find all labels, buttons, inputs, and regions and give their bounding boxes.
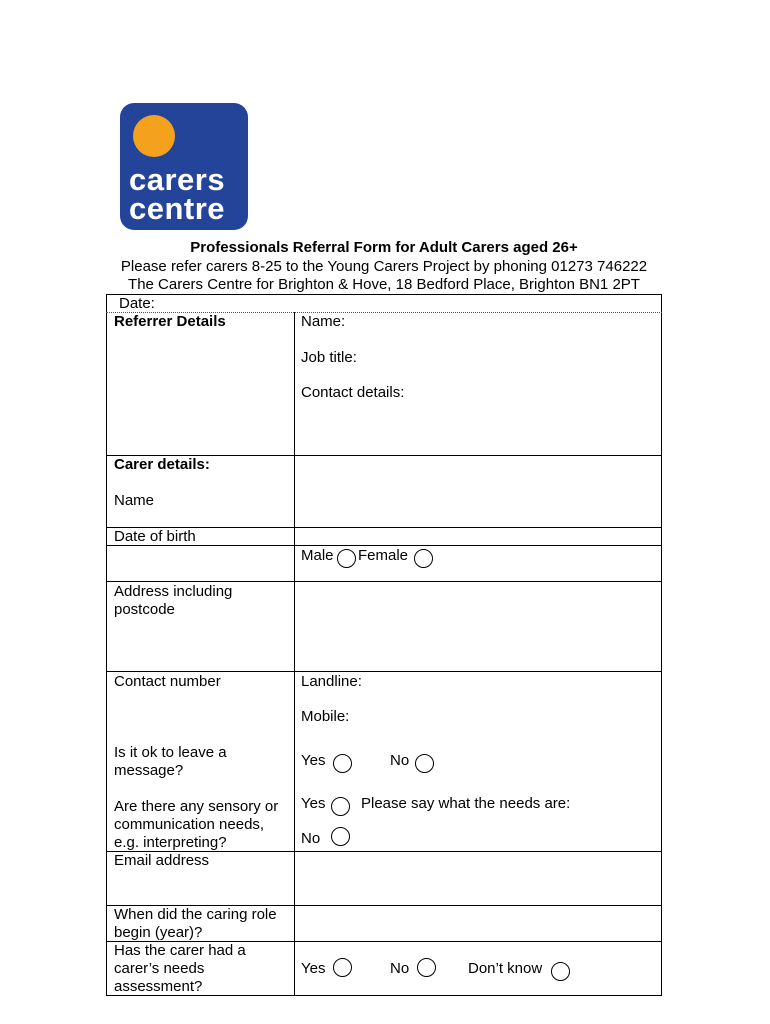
female-label: Female	[358, 547, 409, 564]
date-of-birth-label: Date of birth	[114, 528, 196, 545]
referrer-contact-details-label: Contact details:	[301, 384, 405, 401]
assessment-label-line1: Has the carer had a	[114, 942, 246, 959]
address-label-line2: postcode	[114, 601, 175, 618]
sensory-no-radio[interactable]	[331, 827, 350, 846]
sensory-yes-radio[interactable]	[331, 797, 350, 816]
assessment-no-label: No	[390, 960, 410, 977]
mobile-label: Mobile:	[301, 708, 350, 725]
assessment-dont-know-label: Don’t know	[468, 960, 543, 977]
sensory-yes-label: Yes	[301, 795, 326, 812]
contact-number-label: Contact number	[114, 673, 221, 690]
leave-message-label-line2: message?	[114, 762, 184, 779]
sensory-no-label: No	[301, 830, 321, 847]
assessment-label-line3: assessment?	[114, 978, 203, 995]
assessment-no-radio[interactable]	[417, 958, 436, 977]
logo-word-centre: centre	[129, 191, 226, 226]
female-radio[interactable]	[414, 549, 433, 568]
landline-label: Landline:	[301, 673, 362, 690]
email-address-label: Email address	[114, 852, 210, 869]
assessment-label-line2: carer’s needs	[114, 960, 205, 977]
carer-name-label: Name	[114, 492, 155, 509]
sensory-needs-label-line3: e.g. interpreting?	[114, 834, 227, 851]
sensory-needs-label-line2: communication needs,	[114, 816, 265, 833]
assessment-dont-know-radio[interactable]	[551, 962, 570, 981]
male-radio[interactable]	[337, 549, 356, 568]
caring-role-label-line1: When did the caring role	[114, 906, 277, 923]
form-title: Professionals Referral Form for Adult Carers aged 26+	[190, 239, 578, 256]
assessment-yes-label: Yes	[301, 960, 326, 977]
leave-message-yes-label: Yes	[301, 752, 326, 769]
caring-role-label-line2: begin (year)?	[114, 924, 203, 941]
logo-word-carers: carers	[129, 162, 226, 197]
date-label: Date:	[119, 295, 155, 312]
carer-details-heading: Carer details:	[114, 456, 210, 473]
leave-message-no-radio[interactable]	[415, 754, 434, 773]
sensory-needs-label-line1: Are there any sensory or	[114, 798, 279, 815]
logo-orange-dot	[133, 115, 175, 157]
address-label-line1: Address including	[114, 583, 233, 600]
male-label: Male	[301, 547, 334, 564]
referrer-details-heading: Referrer Details	[114, 313, 226, 330]
assessment-yes-radio[interactable]	[333, 958, 352, 977]
leave-message-no-label: No	[390, 752, 410, 769]
sensory-needs-prompt: Please say what the needs are:	[361, 795, 571, 812]
young-carers-note: Please refer carers 8-25 to the Young Carers Project by phoning 01273 746222	[120, 258, 648, 275]
referrer-job-title-label: Job title:	[301, 349, 357, 366]
referrer-name-label: Name:	[301, 313, 346, 330]
leave-message-yes-radio[interactable]	[333, 754, 352, 773]
centre-address: The Carers Centre for Brighton & Hove, 18 Bedford Place, Brighton BN1 2PT	[128, 276, 640, 293]
carers-centre-logo	[120, 103, 248, 230]
leave-message-label-line1: Is it ok to leave a	[114, 744, 227, 761]
